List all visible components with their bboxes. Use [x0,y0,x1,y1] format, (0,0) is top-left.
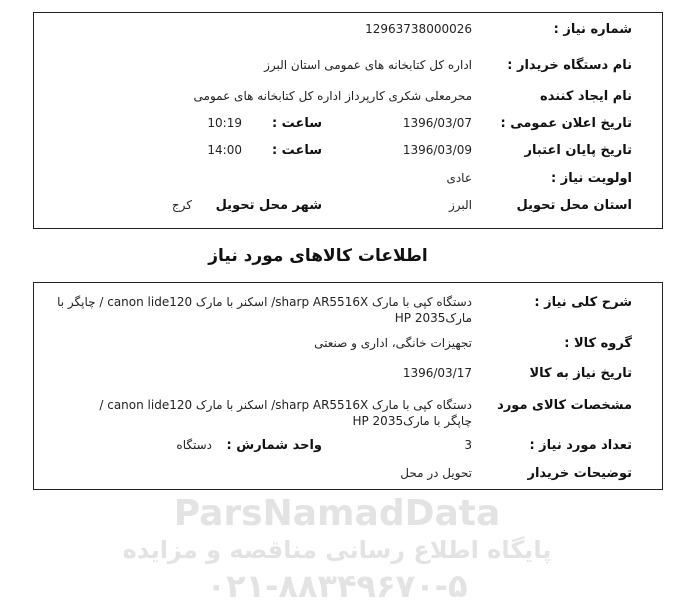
section-title: اطلاعات کالاهای مورد نیاز [208,246,428,266]
creator-label: نام ایجاد کننده [540,89,632,104]
watermark-brand: ParsNamadData [173,493,501,534]
quantity-label: تعداد مورد نیاز : [529,438,632,453]
unit: دستگاه [176,438,212,452]
creator: محرمعلی شکری کارپرداز اداره کل کتابخانه های عمومی [193,89,472,103]
priority-label: اولویت نیاز : [550,171,632,186]
need-number: 12963738000026 [365,22,472,36]
announce-time: 10:19 [207,116,242,130]
specs-line1: دستگاه کپی با مارک sharp AR5516X/ اسکنر با مارک canon lide120 / [99,398,472,412]
buyer-notes-label: توضیحات خریدار [527,466,632,481]
quantity-row [36,438,632,453]
expiry-time: 14:00 [207,143,242,157]
description-row [36,294,632,326]
priority: عادی [446,171,472,185]
unit-label: واحد شمارش : [226,438,322,453]
expiry-date: 1396/03/09 [402,143,472,157]
buyer: اداره کل کتابخانه های عمومی استان البرز [264,58,472,72]
specs-row [36,397,632,429]
buyer-label: نام دستگاه خریدار : [507,58,632,73]
delivery-row [36,198,632,213]
expiry-row [36,143,632,158]
description-value [57,294,472,326]
announce-row [36,116,632,131]
city: کرج [171,198,192,212]
expiry-date-label: تاریخ پایان اعتبار [524,143,632,158]
specs-label: مشخصات کالای مورد [497,398,632,413]
province-label: استان محل تحویل [516,198,632,213]
announce-date: 1396/03/07 [402,116,472,130]
group-row [36,336,632,351]
need-number-label: شماره نیاز : [553,22,632,37]
watermark-tagline: پایگاه اطلاع رسانی مناقصه و مزایده [122,536,552,564]
description-label: شرح کلی نیاز : [534,295,632,310]
watermark-phone: ۰۲۱-۸۸۳۴۹۶۷۰-۵ [206,567,468,605]
need-date: 1396/03/17 [402,366,472,380]
expiry-time-label: ساعت : [271,143,322,158]
announce-time-label: ساعت : [271,116,322,131]
announce-date-label: تاریخ اعلان عمومی : [500,116,632,131]
group: تجهیزات خانگی، اداری و صنعتی [314,336,472,350]
need-number-row [36,22,632,37]
description-line1: دستگاه کپی با مارک sharp AR5516X/ اسکنر با مارک canon lide120 / چاپگر با [57,295,472,309]
quantity: 3 [464,438,472,452]
city-label: شهر محل تحویل [215,198,322,213]
specs-line2: چاپگر با مارکHP 2035 [352,414,472,428]
creator-row [36,89,632,104]
buyer-row [36,58,632,73]
province: البرز [448,198,472,212]
group-label: گروه کالا : [564,336,632,351]
specs-value [99,397,472,429]
need-date-label: تاریخ نیاز به کالا [529,366,632,381]
buyer-notes-row [36,466,632,481]
priority-row [36,171,632,186]
description-line2: مارکHP 2035 [394,311,472,325]
buyer-notes: تحویل در محل [400,466,472,480]
need-date-row [36,366,632,381]
